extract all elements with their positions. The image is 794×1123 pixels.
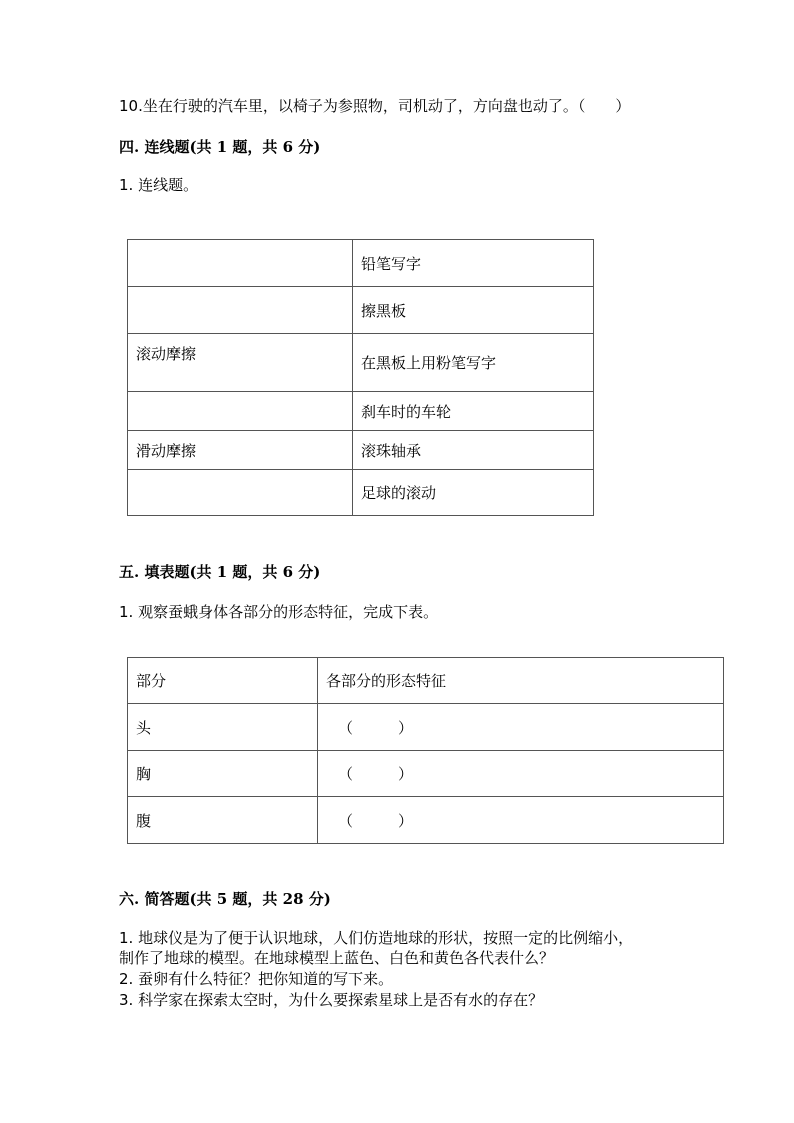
table-cell	[128, 470, 353, 516]
table-cell: 足球的滚动	[353, 470, 594, 516]
section-6-question-3: 3. 科学家在探索太空时，为什么要探索星球上是否有水的存在？	[119, 991, 544, 1009]
section-4-heading: 四. 连线题(共 1 题，共 6 分)	[119, 138, 321, 156]
table-header-row	[128, 658, 724, 704]
table-cell: 刹车时的车轮	[353, 392, 594, 431]
table-row	[128, 287, 594, 334]
section-5-heading: 五. 填表题(共 1 题，共 6 分)	[119, 563, 321, 581]
table-row	[128, 751, 724, 797]
section-6-question-1-line-1: 1. 地球仪是为了便于认识地球，人们仿造地球的形状，按照一定的比例缩小，	[119, 929, 634, 947]
table-header-cell: 部分	[128, 658, 318, 704]
section-6-question-1-line-2: 制作了地球的模型。在地球模型上蓝色、白色和黄色各代表什么？	[119, 949, 555, 967]
table-row	[128, 431, 594, 470]
table-row	[128, 470, 594, 516]
table-cell: 胸	[128, 751, 318, 797]
table-cell: 头	[128, 704, 318, 751]
section-6-heading: 六. 简答题(共 5 题，共 28 分)	[119, 890, 331, 908]
question-10: 10.坐在行驶的汽车里，以椅子为参照物，司机动了，方向盘也动了。（ ）	[119, 97, 631, 115]
table-cell: 滚珠轴承	[353, 431, 594, 470]
table-cell: 腹	[128, 797, 318, 844]
fill-table	[127, 657, 724, 844]
table-cell: 擦黑板	[353, 287, 594, 334]
table-cell	[128, 392, 353, 431]
table-row	[128, 797, 724, 844]
section-6-question-2: 2. 蚕卵有什么特征？把你知道的写下来。	[119, 970, 394, 988]
table-row	[128, 240, 594, 287]
answer-blank[interactable]: （ ）	[338, 765, 414, 783]
table-cell	[318, 751, 724, 797]
table-cell: 铅笔写字	[353, 240, 594, 287]
table-cell	[128, 240, 353, 287]
table-cell: 滑动摩擦	[128, 431, 353, 470]
answer-blank[interactable]: （ ）	[338, 718, 414, 737]
table-cell	[128, 287, 353, 334]
table-header-cell: 各部分的形态特征	[318, 658, 724, 704]
table-row	[128, 392, 594, 431]
table-row	[128, 704, 724, 751]
section-4-question: 1. 连线题。	[119, 176, 199, 194]
section-5-question: 1. 观察蚕蛾身体各部分的形态特征，完成下表。	[119, 603, 439, 621]
matching-table	[127, 239, 594, 516]
table-cell	[318, 704, 724, 751]
table-cell	[318, 797, 724, 844]
table-row	[128, 334, 594, 392]
table-cell: 在黑板上用粉笔写字	[353, 334, 594, 392]
table-cell: 滚动摩擦	[128, 334, 353, 392]
answer-blank[interactable]: （ ）	[338, 811, 414, 830]
